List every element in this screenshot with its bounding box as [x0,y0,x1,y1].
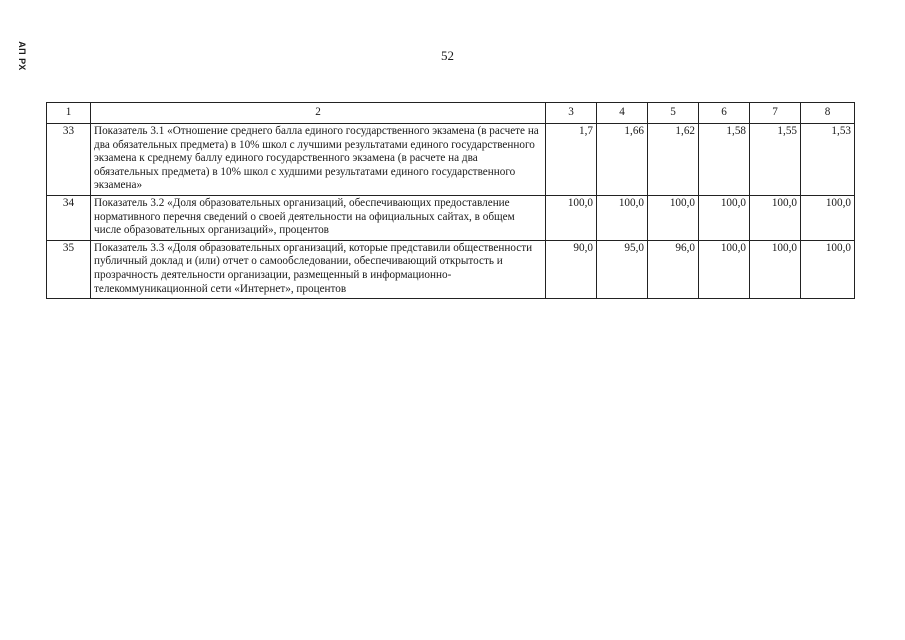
row-description: Показатель 3.1 «Отношение среднего балла единого государственного экзамена (в расчете на два обязательных предмета) в 10% школ с лучшими результатами единого государственного экзамена к среднему баллу единого государственного экзамена (в расчете на два обязательных предмета) в 10% школ с худшими результатами единого государственного экзамена» [91,124,546,196]
side-stamp-text: АП РХ [17,41,28,71]
row-value-col6: 100,0 [699,195,750,240]
row-value-col7: 100,0 [750,195,801,240]
table-row [47,124,855,196]
indicators-table [46,102,855,299]
row-value-col3: 100,0 [546,195,597,240]
row-value-col5: 1,62 [648,124,699,196]
row-value-col7: 100,0 [750,240,801,298]
row-value-col4: 95,0 [597,240,648,298]
row-description: Показатель 3.2 «Доля образовательных организаций, обеспечивающих предоставление нормативного перечня сведений о своей деятельности на официальных сайтах, в общем числе образовательных организаций», процентов [91,195,546,240]
column-header-1: 1 [47,103,91,124]
row-value-col3: 1,7 [546,124,597,196]
row-value-col5: 96,0 [648,240,699,298]
page-number: 52 [441,48,454,63]
row-value-col4: 1,66 [597,124,648,196]
column-header-6: 6 [699,103,750,124]
row-value-col5: 100,0 [648,195,699,240]
table-header-row [47,103,855,124]
row-number: 34 [47,195,91,240]
table-row [47,195,855,240]
row-value-col4: 100,0 [597,195,648,240]
row-number: 33 [47,124,91,196]
row-value-col6: 100,0 [699,240,750,298]
column-header-5: 5 [648,103,699,124]
column-header-7: 7 [750,103,801,124]
column-header-3: 3 [546,103,597,124]
row-description: Показатель 3.3 «Доля образовательных организаций, которые представили общественности публичный доклад и (или) отчет о самообследовании, обеспечивающий открытость и прозрачность деятельности организации, размещенный в информационно-телекоммуникационной сети «Интернет», процентов [91,240,546,298]
row-value-col6: 1,58 [699,124,750,196]
row-value-col8: 1,53 [801,124,855,196]
column-header-2: 2 [91,103,546,124]
column-header-8: 8 [801,103,855,124]
row-number: 35 [47,240,91,298]
column-header-4: 4 [597,103,648,124]
row-value-col3: 90,0 [546,240,597,298]
table-row [47,240,855,298]
row-value-col8: 100,0 [801,240,855,298]
row-value-col7: 1,55 [750,124,801,196]
row-value-col8: 100,0 [801,195,855,240]
